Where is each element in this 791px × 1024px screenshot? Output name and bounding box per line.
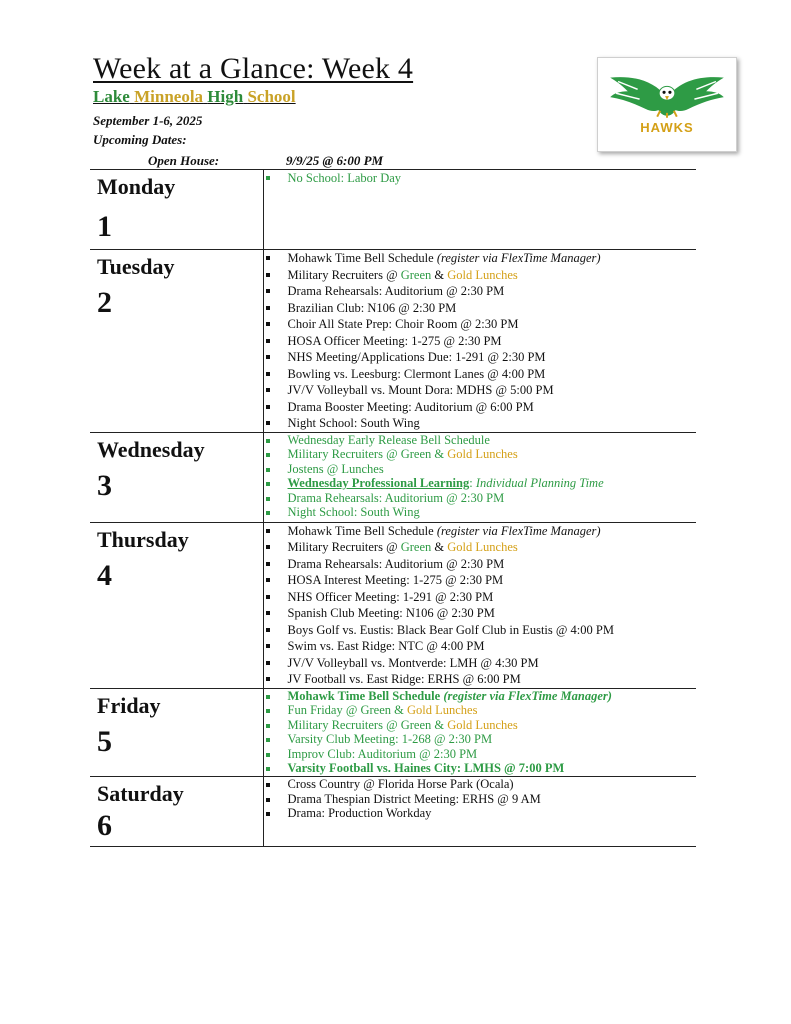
list-item: JV Football vs. East Ridge: ERHS @ 6:00 PM (264, 671, 697, 688)
list-item: Bowling vs. Leesburg: Clermont Lanes @ 4:00 PM (264, 366, 697, 383)
day-name: Friday (97, 692, 161, 718)
events-cell-monday (263, 170, 696, 250)
events-cell-wednesday (263, 432, 696, 522)
item-text: Military Recruiters @ (287, 540, 401, 554)
list-item: Drama: Production Workday (264, 806, 697, 821)
day-name: Monday (97, 174, 176, 199)
upcoming-dates-label: Upcoming Dates: (93, 132, 187, 147)
school-name-minneola: Minneola (134, 87, 204, 106)
list-item (264, 250, 697, 267)
list-item: NHS Officer Meeting: 1-291 @ 2:30 PM (264, 589, 697, 606)
list-item: Brazilian Club: N106 @ 2:30 PM (264, 300, 697, 317)
list-item: Jostens @ Lunches (264, 462, 697, 477)
flextime-note: (register via FlexTime Manager) (443, 688, 612, 703)
gold-text: Gold Lunches (406, 703, 478, 718)
gold-text: Gold Lunches (447, 447, 518, 462)
list-item: Boys Golf vs. Eustis: Black Bear Golf Club in Eustis @ 4:00 PM (264, 622, 697, 639)
school-name-school: School (247, 87, 296, 106)
events-cell-tuesday (263, 250, 696, 433)
day-cell-wednesday (90, 432, 263, 522)
item-text: Military Recruiters @ Green & (287, 447, 448, 462)
day-cell-friday (90, 688, 263, 777)
list-item (264, 689, 697, 704)
day-cell-saturday (90, 777, 263, 847)
week-schedule-table (90, 169, 696, 847)
list-item (264, 539, 697, 556)
list-item: Drama Rehearsals: Auditorium @ 2:30 PM (264, 491, 697, 506)
item-text: Military Recruiters @ Green & (287, 717, 448, 732)
list-item: JV/V Volleyball vs. Mount Dora: MDHS @ 5:00 PM (264, 382, 697, 399)
list-item: Spanish Club Meeting: N106 @ 2:30 PM (264, 605, 697, 622)
day-number: 3 (97, 468, 112, 502)
row-tuesday (90, 250, 696, 433)
green-text: Green (400, 267, 432, 282)
row-friday (90, 688, 696, 777)
list-item: HOSA Officer Meeting: 1-275 @ 2:30 PM (264, 333, 697, 350)
list-item: Drama Rehearsals: Auditorium @ 2:30 PM (264, 556, 697, 573)
list-item: Wednesday Early Release Bell Schedule (264, 433, 697, 448)
item-text: : (469, 476, 476, 491)
hawk-mascot-icon (598, 58, 736, 151)
day-number: 5 (97, 724, 112, 758)
open-house-label: Open House: (148, 153, 220, 168)
list-item: Drama Thespian District Meeting: ERHS @ 9 AM (264, 792, 697, 807)
day-name: Wednesday (97, 436, 205, 462)
list-item (264, 718, 697, 733)
open-house-date: 9/9/25 @ 6:00 PM (286, 153, 384, 168)
flextime-note: (register via FlexTime Manager) (436, 251, 601, 265)
bell-schedule-link[interactable]: Mohawk Time Bell Schedule (287, 523, 434, 538)
events-cell-saturday (263, 777, 696, 847)
list-item: Choir All State Prep: Choir Room @ 2:30 PM (264, 316, 697, 333)
list-item: Drama Rehearsals: Auditorium @ 2:30 PM (264, 283, 697, 300)
item-text: Fun Friday @ Green & (287, 703, 407, 718)
list-item: Drama Booster Meeting: Auditorium @ 6:00 PM (264, 399, 697, 416)
flextime-note: (register via FlexTime Manager) (436, 523, 601, 538)
hawks-logo-text: HAWKS (640, 120, 694, 135)
day-number: 4 (97, 558, 112, 592)
item-text: & (431, 267, 448, 282)
list-item (264, 476, 697, 491)
row-thursday (90, 522, 696, 688)
item-text: & (431, 540, 448, 554)
day-cell-monday (90, 170, 263, 250)
day-number: 2 (97, 286, 112, 319)
day-name: Saturday (97, 781, 184, 807)
green-text: Green (400, 540, 432, 554)
school-name-high: High (207, 87, 244, 106)
list-item: Cross Country @ Florida Horse Park (Ocala) (264, 777, 697, 792)
school-name-lake: Lake (93, 87, 130, 106)
list-item (264, 523, 697, 540)
list-item: Night School: South Wing (264, 415, 697, 432)
events-cell-friday (263, 688, 696, 777)
day-number: 6 (97, 809, 112, 843)
day-name: Tuesday (97, 254, 175, 279)
day-cell-thursday (90, 522, 263, 688)
list-item (264, 267, 697, 284)
list-item: Night School: South Wing (264, 505, 697, 520)
row-wednesday (90, 432, 696, 522)
day-cell-tuesday (90, 250, 263, 433)
row-saturday (90, 777, 696, 847)
list-item: Swim vs. East Ridge: NTC @ 4:00 PM (264, 638, 697, 655)
row-monday (90, 170, 696, 250)
item-text: Military Recruiters @ (287, 267, 401, 282)
list-item: Improv Club: Auditorium @ 2:30 PM (264, 747, 697, 762)
week-dates: September 1-6, 2025 (93, 113, 203, 128)
list-item: Varsity Club Meeting: 1-268 @ 2:30 PM (264, 732, 697, 747)
professional-learning-link[interactable]: Wednesday Professional Learning (287, 476, 470, 491)
hawks-logo (597, 57, 737, 152)
day-number: 1 (97, 210, 112, 243)
list-item: NHS Meeting/Applications Due: 1-291 @ 2:30 PM (264, 349, 697, 366)
bell-schedule-link[interactable]: Mohawk Time Bell Schedule (287, 688, 441, 703)
list-item: JV/V Volleyball vs. Montverde: LMH @ 4:30 PM (264, 655, 697, 672)
page-title: Week at a Glance: Week 4 (93, 52, 414, 85)
gold-text: Gold Lunches (447, 717, 518, 732)
events-cell-thursday (263, 522, 696, 688)
gold-text: Gold Lunches (447, 267, 518, 282)
list-item (264, 447, 697, 462)
list-item: No School: Labor Day (264, 170, 697, 187)
gold-text: Gold Lunches (447, 540, 518, 554)
day-name: Thursday (97, 526, 189, 552)
list-item (264, 703, 697, 718)
school-name (93, 87, 296, 107)
list-item: Varsity Football vs. Haines City: LMHS @ 7:00 PM (264, 761, 697, 776)
list-item: HOSA Interest Meeting: 1-275 @ 2:30 PM (264, 572, 697, 589)
planning-time-note: Individual Planning Time (475, 476, 604, 491)
bell-schedule-link[interactable]: Mohawk Time Bell Schedule (287, 251, 434, 265)
